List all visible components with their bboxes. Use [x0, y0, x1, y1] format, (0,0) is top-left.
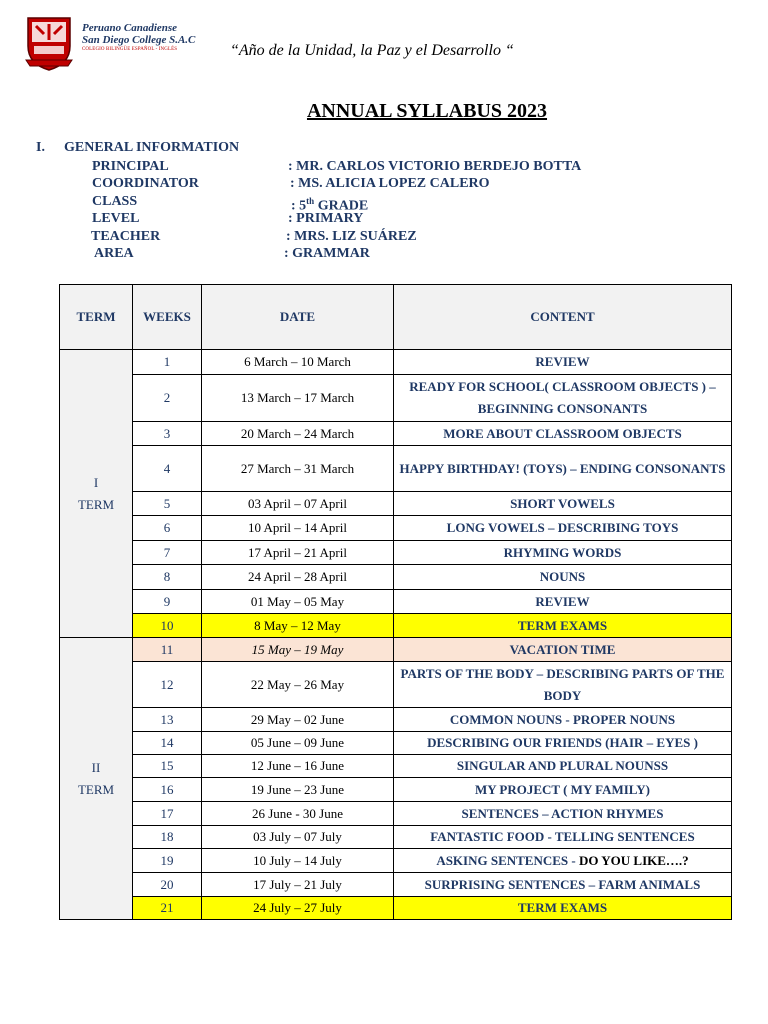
date-cell: 01 May – 05 May — [202, 590, 394, 614]
info-label: PRINCIPAL — [92, 159, 169, 174]
table-row — [60, 662, 732, 708]
table-row — [60, 590, 732, 614]
info-label: CLASS — [92, 194, 138, 209]
week-cell: 15 — [133, 755, 202, 778]
date-cell: 12 June – 16 June — [202, 755, 394, 778]
info-value: : MRS. LIZ SUÁREZ — [286, 229, 417, 244]
week-cell: 19 — [133, 849, 202, 873]
school-name-line1: Peruano Canadiense — [82, 22, 178, 34]
content-cell: SURPRISING SENTENCES – FARM ANIMALS — [394, 873, 732, 897]
school-name-line2: San Diego College S.A.C — [82, 34, 196, 46]
content-cell: REVIEW — [394, 590, 732, 614]
info-label: AREA — [94, 246, 134, 261]
info-value: : PRIMARY — [288, 211, 364, 226]
table-header-row — [60, 285, 732, 350]
content-cell: FANTASTIC FOOD - TELLING SENTENCES — [394, 826, 732, 849]
date-cell: 22 May – 26 May — [202, 662, 394, 708]
section-label: GENERAL INFORMATION — [64, 140, 240, 155]
date-cell: 24 April – 28 April — [202, 565, 394, 590]
term-numeral: I — [93, 474, 99, 490]
table-row — [60, 826, 732, 849]
table-row-vacation — [60, 638, 732, 662]
content-cell: COMMON NOUNS - PROPER NOUNS — [394, 708, 732, 732]
date-cell: 13 March – 17 March — [202, 375, 394, 422]
content-cell — [394, 849, 732, 873]
table-row — [60, 873, 732, 897]
date-cell: 17 April – 21 April — [202, 541, 394, 565]
content-cell: NOUNS — [394, 565, 732, 590]
week-cell: 8 — [133, 565, 202, 590]
section-heading — [36, 140, 239, 156]
week-cell: 7 — [133, 541, 202, 565]
date-cell: 03 July – 07 July — [202, 826, 394, 849]
week-cell: 11 — [133, 638, 202, 662]
info-value-prefix: : 5 — [291, 198, 307, 214]
content-cell: TERM EXAMS — [394, 897, 732, 920]
week-cell: 3 — [133, 422, 202, 446]
syllabus-table — [59, 284, 732, 920]
content-part: ASKING SENTENCES - — [436, 852, 579, 868]
week-cell: 14 — [133, 732, 202, 755]
table-row — [60, 541, 732, 565]
week-cell: 21 — [133, 897, 202, 920]
term-2-cell — [60, 638, 133, 920]
week-cell: 4 — [133, 446, 202, 492]
content-cell: HAPPY BIRTHDAY! (TOYS) – ENDING CONSONANTS — [394, 446, 732, 492]
header-content: CONTENT — [394, 285, 732, 350]
header-weeks: WEEKS — [133, 285, 202, 350]
content-cell: TERM EXAMS — [394, 614, 732, 638]
school-crest-logo — [24, 12, 74, 72]
week-cell: 6 — [133, 516, 202, 541]
school-name — [82, 22, 195, 53]
table-row — [60, 492, 732, 516]
date-cell: 6 March – 10 March — [202, 350, 394, 375]
week-cell: 20 — [133, 873, 202, 897]
content-cell: VACATION TIME — [394, 638, 732, 662]
week-cell: 18 — [133, 826, 202, 849]
week-cell: 13 — [133, 708, 202, 732]
year-motto: “Año de la Unidad, la Paz y el Desarrollo “ — [230, 42, 514, 59]
info-label: TEACHER — [91, 229, 161, 244]
table-row — [60, 732, 732, 755]
date-cell: 27 March – 31 March — [202, 446, 394, 492]
content-cell: SHORT VOWELS — [394, 492, 732, 516]
week-cell: 9 — [133, 590, 202, 614]
date-cell: 29 May – 02 June — [202, 708, 394, 732]
info-value: : MS. ALICIA LOPEZ CALERO — [290, 176, 490, 191]
table-row — [60, 446, 732, 492]
content-cell: REVIEW — [394, 350, 732, 375]
content-part-black: DO YOU LIKE….? — [579, 852, 689, 868]
date-cell: 19 June – 23 June — [202, 778, 394, 802]
date-cell: 20 March – 24 March — [202, 422, 394, 446]
content-cell: SINGULAR AND PLURAL NOUNSS — [394, 755, 732, 778]
table-row — [60, 802, 732, 826]
document-title: ANNUAL SYLLABUS 2023 — [306, 100, 548, 122]
content-cell: MY PROJECT ( MY FAMILY) — [394, 778, 732, 802]
week-cell: 5 — [133, 492, 202, 516]
info-label: LEVEL — [92, 211, 140, 226]
date-cell: 17 July – 21 July — [202, 873, 394, 897]
content-cell: DESCRIBING OUR FRIENDS (HAIR – EYES ) — [394, 732, 732, 755]
info-value-suffix: GRADE — [314, 198, 369, 214]
table-row — [60, 565, 732, 590]
info-value-sup: th — [306, 196, 315, 206]
content-cell: PARTS OF THE BODY – DESCRIBING PARTS OF THE BODY — [394, 662, 732, 708]
table-row — [60, 778, 732, 802]
date-cell: 8 May – 12 May — [202, 614, 394, 638]
week-cell: 16 — [133, 778, 202, 802]
header-date: DATE — [202, 285, 394, 350]
term-word: TERM — [77, 496, 115, 512]
date-cell: 15 May – 19 May — [202, 638, 394, 662]
school-name-line3: COLEGIO BILINGÜE ESPAÑOL - INGLÉS — [82, 47, 178, 52]
week-cell: 2 — [133, 375, 202, 422]
week-cell: 17 — [133, 802, 202, 826]
date-cell: 05 June – 09 June — [202, 732, 394, 755]
content-cell: RHYMING WORDS — [394, 541, 732, 565]
content-cell: READY FOR SCHOOL( CLASSROOM OBJECTS ) – BEGINNING CONSONANTS — [394, 375, 732, 422]
table-row — [60, 350, 732, 375]
term-1-cell — [60, 350, 133, 638]
week-cell: 10 — [133, 614, 202, 638]
table-row — [60, 849, 732, 873]
content-cell: LONG VOWELS – DESCRIBING TOYS — [394, 516, 732, 541]
info-value: : GRAMMAR — [284, 246, 370, 261]
header-term: TERM — [60, 285, 133, 350]
table-row-exam — [60, 897, 732, 920]
section-number: I. — [36, 140, 45, 155]
week-cell: 12 — [133, 662, 202, 708]
content-cell: SENTENCES – ACTION RHYMES — [394, 802, 732, 826]
term-word: TERM — [77, 781, 115, 797]
table-row — [60, 375, 732, 422]
date-cell: 26 June - 30 June — [202, 802, 394, 826]
table-row-exam — [60, 614, 732, 638]
date-cell: 03 April – 07 April — [202, 492, 394, 516]
date-cell: 10 July – 14 July — [202, 849, 394, 873]
table-row — [60, 422, 732, 446]
term-numeral: II — [91, 759, 101, 775]
week-cell: 1 — [133, 350, 202, 375]
table-row — [60, 708, 732, 732]
table-row — [60, 516, 732, 541]
info-value: : MR. CARLOS VICTORIO BERDEJO BOTTA — [288, 159, 582, 174]
date-cell: 24 July – 27 July — [202, 897, 394, 920]
info-label: COORDINATOR — [92, 176, 199, 191]
content-cell: MORE ABOUT CLASSROOM OBJECTS — [394, 422, 732, 446]
table-row — [60, 755, 732, 778]
date-cell: 10 April – 14 April — [202, 516, 394, 541]
